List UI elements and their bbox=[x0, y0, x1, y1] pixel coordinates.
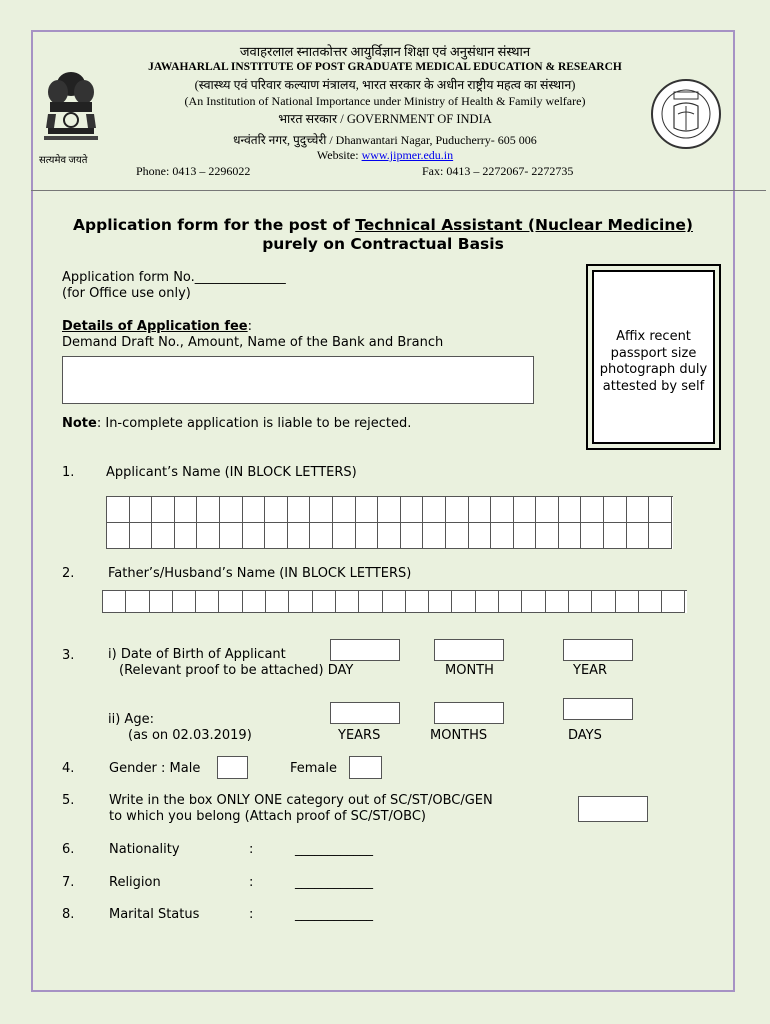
letter-cell[interactable] bbox=[130, 523, 153, 549]
letter-cell[interactable] bbox=[491, 523, 514, 549]
institute-name-english: JAWAHARLAL INSTITUTE OF POST GRADUATE MEDICAL EDUCATION & RESEARCH bbox=[148, 61, 622, 73]
letter-cell[interactable] bbox=[310, 523, 333, 549]
religion-colon: : bbox=[249, 875, 254, 890]
ministry-hindi: (स्वास्थ्य एवं परिवार कल्याण मंत्रालय, भारत सरकार के अधीन राष्ट्रीय महत्व का संस्थान) bbox=[194, 78, 576, 92]
q7-number: 7. bbox=[62, 875, 75, 890]
letter-cell[interactable] bbox=[289, 591, 312, 613]
letter-cell[interactable] bbox=[356, 497, 379, 523]
letter-cell[interactable] bbox=[546, 591, 569, 613]
letter-cell[interactable] bbox=[559, 497, 582, 523]
letter-cell[interactable] bbox=[429, 591, 452, 613]
nationality-colon: : bbox=[249, 842, 254, 857]
years-label: YEARS bbox=[338, 728, 381, 743]
letter-cell[interactable] bbox=[313, 591, 336, 613]
letter-cell[interactable] bbox=[639, 591, 662, 613]
letter-cell[interactable] bbox=[604, 523, 627, 549]
letter-cell[interactable] bbox=[243, 497, 266, 523]
letter-cell[interactable] bbox=[152, 497, 175, 523]
letter-cell[interactable] bbox=[130, 497, 153, 523]
letter-cell[interactable] bbox=[559, 523, 582, 549]
letter-cell[interactable] bbox=[175, 523, 198, 549]
incomplete-note: Note: In-complete application is liable to be rejected. bbox=[62, 416, 412, 431]
gender-male-box[interactable] bbox=[217, 756, 248, 779]
address: धन्वंतरि नगर, पुदुच्चेरी / Dhanwantari Nagar, Puducherry- 605 006 bbox=[233, 133, 537, 147]
letter-cell[interactable] bbox=[536, 523, 559, 549]
letter-cell[interactable] bbox=[627, 523, 650, 549]
institute-name-hindi: जवाहरलाल स्नातकोत्तर आयुर्विज्ञान शिक्षा एवं अनुसंधान संस्थान bbox=[239, 44, 531, 59]
dob-month-box[interactable] bbox=[434, 639, 504, 661]
letter-cell[interactable] bbox=[107, 497, 130, 523]
letter-cell[interactable] bbox=[406, 591, 429, 613]
letter-cell[interactable] bbox=[243, 591, 266, 613]
letter-cell[interactable] bbox=[514, 497, 537, 523]
letter-cell[interactable] bbox=[356, 523, 379, 549]
government-label: भारत सरकार / GOVERNMENT OF INDIA bbox=[278, 112, 492, 126]
gender-label: Gender : Male bbox=[109, 761, 201, 776]
age-days-box[interactable] bbox=[563, 698, 633, 720]
letter-cell[interactable] bbox=[446, 497, 469, 523]
letter-cell[interactable] bbox=[265, 497, 288, 523]
letter-cell[interactable] bbox=[401, 497, 424, 523]
letter-cell[interactable] bbox=[627, 497, 650, 523]
letter-cell[interactable] bbox=[499, 591, 522, 613]
letter-cell[interactable] bbox=[152, 523, 175, 549]
gender-female-box[interactable] bbox=[349, 756, 382, 779]
letter-cell[interactable] bbox=[569, 591, 592, 613]
category-label-line2: to which you belong (Attach proof of SC/ST/OBC) bbox=[109, 809, 427, 824]
letter-cell[interactable] bbox=[103, 591, 126, 613]
letter-cell[interactable] bbox=[175, 497, 198, 523]
letter-cell[interactable] bbox=[265, 523, 288, 549]
month-label: MONTH bbox=[445, 663, 494, 678]
letter-cell[interactable] bbox=[536, 497, 559, 523]
marital-status-blank[interactable]: ____________ bbox=[295, 907, 373, 922]
letter-cell[interactable] bbox=[581, 497, 604, 523]
letter-cell[interactable] bbox=[107, 523, 130, 549]
q1-label: Applicant’s Name (IN BLOCK LETTERS) bbox=[106, 465, 357, 480]
q5-number: 5. bbox=[62, 793, 75, 808]
letter-cell[interactable] bbox=[401, 523, 424, 549]
fee-details-input[interactable] bbox=[62, 356, 534, 404]
form-title: Application form for the post of Technical Assistant (Nuclear Medicine) purely on Contractual Basis bbox=[73, 216, 693, 253]
q4-number: 4. bbox=[62, 761, 75, 776]
letter-cell[interactable] bbox=[150, 591, 173, 613]
letter-cell[interactable] bbox=[592, 591, 615, 613]
dob-year-box[interactable] bbox=[563, 639, 633, 661]
letter-cell[interactable] bbox=[649, 497, 672, 523]
letter-cell[interactable] bbox=[173, 591, 196, 613]
dob-label: i) Date of Birth of Applicant bbox=[108, 647, 286, 662]
letter-cell[interactable] bbox=[522, 591, 545, 613]
letter-cell[interactable] bbox=[243, 523, 266, 549]
dob-proof-label: (Relevant proof to be attached) DAY bbox=[119, 663, 354, 678]
emblem-motto: सत्यमेव जयते bbox=[39, 155, 88, 166]
letter-cell[interactable] bbox=[662, 591, 685, 613]
letter-cell[interactable] bbox=[423, 523, 446, 549]
female-label: Female bbox=[290, 761, 338, 776]
website-label: Website: bbox=[316, 148, 362, 162]
application-no-label: Application form No.______________ bbox=[62, 270, 286, 285]
age-label: ii) Age: bbox=[108, 712, 154, 727]
letter-cell[interactable] bbox=[514, 523, 537, 549]
marital-status-colon: : bbox=[249, 907, 254, 922]
year-label: YEAR bbox=[573, 663, 608, 678]
letter-cell[interactable] bbox=[469, 523, 492, 549]
letter-cell[interactable] bbox=[452, 591, 475, 613]
letter-cell[interactable] bbox=[383, 591, 406, 613]
letter-cell[interactable] bbox=[359, 591, 382, 613]
letter-cell[interactable] bbox=[476, 591, 499, 613]
age-months-box[interactable] bbox=[434, 702, 504, 724]
days-label: DAYS bbox=[568, 728, 602, 743]
post-name: Technical Assistant (Nuclear Medicine) bbox=[355, 216, 693, 234]
letter-cell[interactable] bbox=[333, 497, 356, 523]
letter-cell[interactable] bbox=[581, 523, 604, 549]
dob-day-box[interactable] bbox=[330, 639, 400, 661]
category-box[interactable] bbox=[578, 796, 648, 822]
photo-box bbox=[586, 264, 721, 450]
nationality-blank[interactable]: ____________ bbox=[295, 842, 373, 857]
marital-status-label: Marital Status bbox=[109, 907, 200, 922]
q1-number: 1. bbox=[62, 465, 75, 480]
category-label-line1: Write in the box ONLY ONE category out of SC/ST/OBC/GEN bbox=[109, 793, 493, 808]
q6-number: 6. bbox=[62, 842, 75, 857]
letter-cell[interactable] bbox=[469, 497, 492, 523]
father-name-grid[interactable] bbox=[102, 590, 687, 613]
age-as-on: (as on 02.03.2019) bbox=[128, 728, 252, 743]
q2-number: 2. bbox=[62, 566, 75, 581]
religion-blank[interactable]: ____________ bbox=[295, 875, 373, 890]
letter-cell[interactable] bbox=[197, 497, 220, 523]
q8-number: 8. bbox=[62, 907, 75, 922]
letter-cell[interactable] bbox=[649, 523, 672, 549]
letter-cell[interactable] bbox=[378, 497, 401, 523]
website-line bbox=[0, 148, 770, 163]
letter-cell[interactable] bbox=[446, 523, 469, 549]
letter-cell[interactable] bbox=[378, 523, 401, 549]
photo-instructions: Affix recent passport size photograph duly attested by self bbox=[599, 329, 708, 394]
phone: Phone: 0413 – 2296022 bbox=[136, 164, 251, 178]
q2-label: Father’s/Husband’s Name (IN BLOCK LETTERS) bbox=[108, 566, 412, 581]
letter-cell[interactable] bbox=[219, 591, 242, 613]
letter-cell[interactable] bbox=[288, 523, 311, 549]
letter-cell[interactable] bbox=[616, 591, 639, 613]
letter-cell[interactable] bbox=[336, 591, 359, 613]
applicant-name-grid[interactable] bbox=[106, 496, 673, 549]
letter-cell[interactable] bbox=[197, 523, 220, 549]
website-link[interactable]: www.jipmer.edu.in bbox=[361, 148, 454, 162]
religion-label: Religion bbox=[109, 875, 161, 890]
fee-detail-label: Demand Draft No., Amount, Name of the Bank and Branch bbox=[62, 335, 444, 350]
nationality-label: Nationality bbox=[109, 842, 180, 857]
office-use-note: (for Office use only) bbox=[62, 286, 191, 301]
fax: Fax: 0413 – 2272067- 2272735 bbox=[422, 164, 574, 178]
letter-cell[interactable] bbox=[220, 497, 243, 523]
letter-cell[interactable] bbox=[126, 591, 149, 613]
q3-number: 3. bbox=[62, 648, 75, 663]
letter-cell[interactable] bbox=[491, 497, 514, 523]
fee-heading: Details of Application fee: bbox=[62, 319, 253, 334]
letter-cell[interactable] bbox=[196, 591, 219, 613]
letter-cell[interactable] bbox=[604, 497, 627, 523]
letter-cell[interactable] bbox=[310, 497, 333, 523]
letter-cell[interactable] bbox=[333, 523, 356, 549]
letter-cell[interactable] bbox=[266, 591, 289, 613]
letter-cell[interactable] bbox=[423, 497, 446, 523]
months-label: MONTHS bbox=[430, 728, 488, 743]
age-years-box[interactable] bbox=[330, 702, 400, 724]
letter-cell[interactable] bbox=[220, 523, 243, 549]
header-divider bbox=[31, 190, 766, 191]
institution-note: (An Institution of National Importance under Ministry of Health & Family welfare) bbox=[184, 94, 586, 108]
letter-cell[interactable] bbox=[288, 497, 311, 523]
